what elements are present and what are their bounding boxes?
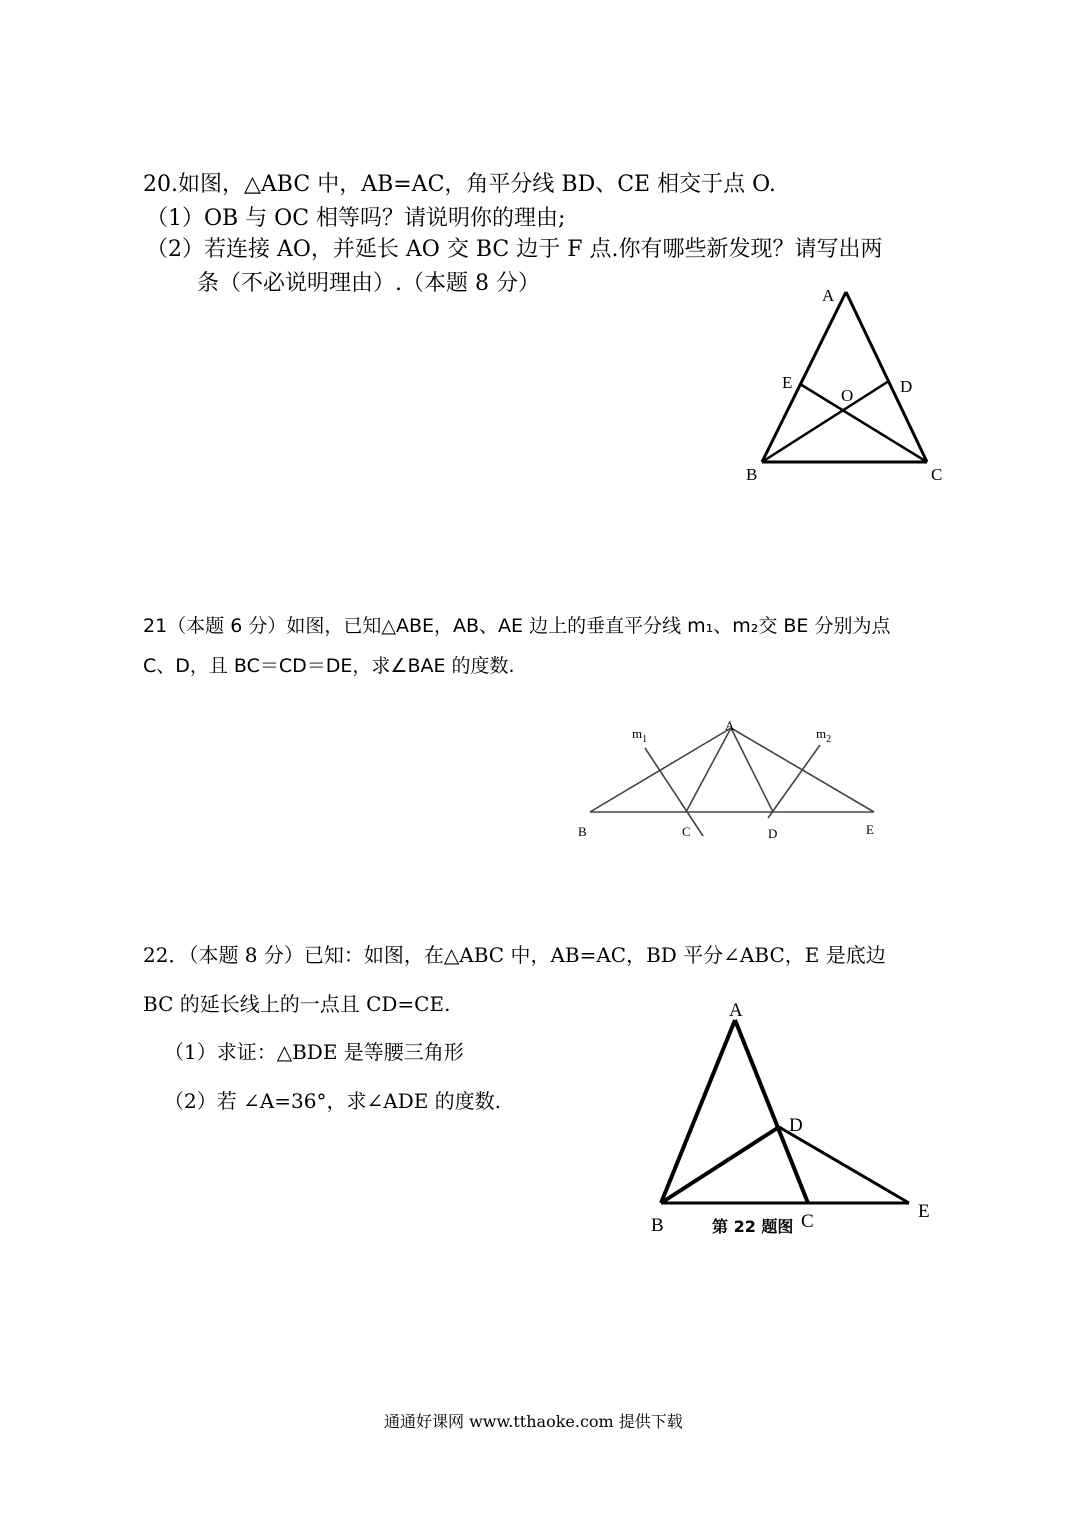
q20-stem: 20.如图，△ABC 中，AB=AC，角平分线 BD、CE 相交于点 O. xyxy=(143,172,776,197)
q20-label-e: E xyxy=(782,373,793,392)
q22-figure-caption: 第 22 题图 xyxy=(712,1217,794,1236)
q22-label-e: E xyxy=(918,1201,930,1222)
q22-segment-de xyxy=(779,1127,909,1203)
q20-label-a: A xyxy=(822,286,835,305)
page-footer: 通通好课网 www.tthaoke.com 提供下载 xyxy=(384,1412,683,1431)
q20-label-o: O xyxy=(841,386,854,405)
q22-figure-lines xyxy=(661,1020,909,1203)
q20-part1: （1）OB 与 OC 相等吗？请说明你的理由; xyxy=(146,206,566,231)
q21-label-m1: $m_1$ xyxy=(632,726,648,745)
q21-label-b: B xyxy=(578,824,587,839)
q21-label-a: A xyxy=(725,718,735,733)
q22-label-a: A xyxy=(729,1000,743,1021)
q21-stem-cont: C、D，且 BC＝CD＝DE，求∠BAE 的度数. xyxy=(143,655,515,677)
q21-label-e: E xyxy=(866,822,874,837)
q21-label-d: D xyxy=(768,826,778,841)
q22-part2: （2）若 ∠A=36°，求∠ADE 的度数. xyxy=(164,1089,502,1113)
q22-side-ab xyxy=(661,1020,735,1203)
q22-label-b: B xyxy=(651,1215,664,1236)
q20-label-c: C xyxy=(931,465,943,484)
q22-label-d: D xyxy=(789,1115,803,1136)
q22-stem-cont: BC 的延长线上的一点且 CD=CE. xyxy=(143,992,451,1016)
q22-part1: （1）求证：△BDE 是等腰三角形 xyxy=(164,1040,464,1064)
q22-label-c: C xyxy=(801,1211,814,1232)
q20-part2-cont: 条（不必说明理由）.（本题 8 分） xyxy=(197,271,540,296)
q21-stem: 21（本题 6 分）如图，已知△ABE，AB、AE 边上的垂直平分线 m₁、m₂交 BE 分别为点 xyxy=(143,615,891,637)
q22-segment-bd xyxy=(661,1127,779,1203)
q22-side-ac xyxy=(735,1020,808,1203)
q21-label-c: C xyxy=(682,824,691,839)
q20-label-d: D xyxy=(900,377,913,396)
q20-label-b: B xyxy=(746,465,758,484)
q20-part2: （2）若连接 AO，并延长 AO 交 BC 边于 F 点.你有哪些新发现？请写出两 xyxy=(146,237,883,262)
q22-stem: 22．（本题 8 分）已知：如图，在△ABC 中，AB=AC，BD 平分∠ABC，E 是底边 xyxy=(143,943,886,967)
q21-label-m2: $m_2$ xyxy=(816,726,832,745)
